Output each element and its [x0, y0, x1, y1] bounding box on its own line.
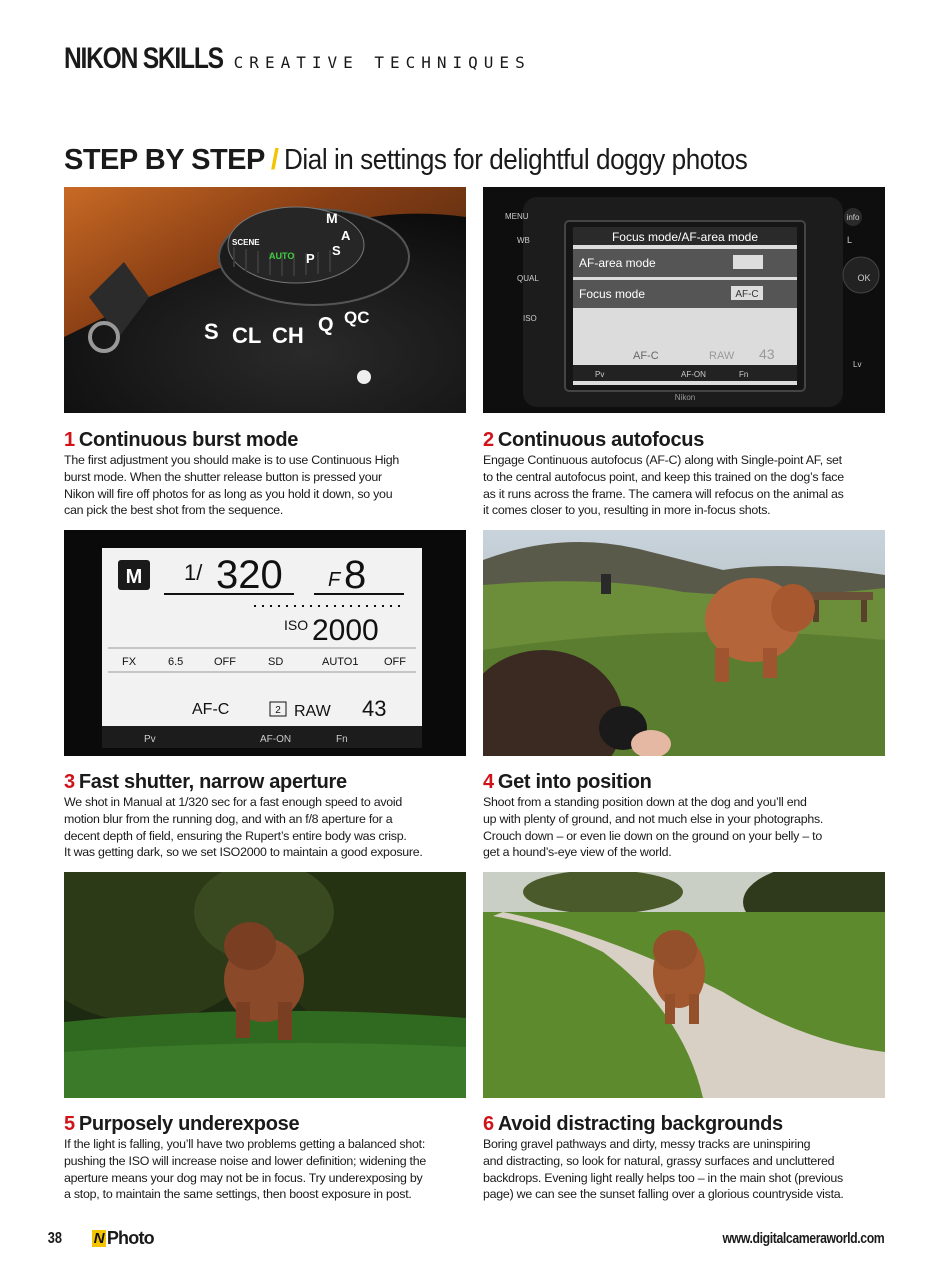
nphoto-logo-mark: N [93, 1230, 104, 1247]
step-2 [483, 428, 893, 519]
ghost-raw-label: RAW [709, 350, 735, 362]
step-5-heading [64, 1112, 474, 1136]
step-6-line: Boring gravel pathways and dirty, messy tracks are uninspiring [483, 1137, 811, 1151]
ghost-shot-count: 43 [759, 346, 775, 362]
photo-focus-menu [483, 187, 885, 413]
lcd-drive-off: OFF [214, 656, 236, 668]
step-6 [483, 1112, 893, 1203]
lcd-iso-label: ISO [284, 617, 309, 633]
lcd-afon-label: AF-ON [681, 370, 706, 379]
lcd-picture-sd: SD [268, 656, 284, 668]
page-number: 38 [47, 1229, 63, 1247]
step-2-line: Engage Continuous autofocus (AF-C) along with Single-point AF, set [483, 453, 842, 467]
step-4-line: get a hound’s-eye view of the world. [483, 845, 672, 860]
step-6-body [483, 1136, 893, 1203]
step-2-title: Continuous autofocus [497, 429, 705, 451]
step-4-title: Get into position [497, 771, 652, 793]
step-1-title: Continuous burst mode [78, 429, 299, 451]
step-1-line: burst mode. When the shutter release button is pressed your [64, 469, 382, 484]
lcd-aperture-f: F [328, 569, 341, 591]
lcd-wb-auto: AUTO1 [322, 656, 359, 668]
step-4 [483, 770, 893, 861]
button-info: info [846, 213, 860, 222]
dial-mode-auto: AUTO [269, 251, 295, 261]
button-menu: MENU [505, 212, 529, 221]
step-6-number: 6 [483, 1113, 494, 1135]
step-5-number: 5 [64, 1113, 75, 1135]
nphoto-logo [92, 1228, 154, 1249]
page-headline [64, 142, 799, 178]
lcd-burst-rate: 6.5 [168, 656, 184, 668]
lcd-shutter-prefix: 1/ [184, 560, 203, 585]
lcd-raw: RAW [294, 703, 331, 720]
page-header [64, 38, 531, 74]
button-lv: Lv [853, 360, 862, 369]
step-3-line: We shot in Manual at 1/320 sec for a fast enough speed to avoid [64, 795, 403, 809]
lcd3-afon-label: AF-ON [260, 734, 292, 745]
step-3-line: It was getting dark, so we set ISO2000 to maintain a good exposure. [64, 845, 423, 860]
step-5-title: Purposely underexpose [78, 1113, 300, 1135]
brand-title: NIKON SKILLS [64, 42, 223, 75]
menu-row-af-area: AF-area mode [579, 256, 656, 270]
lcd-card-slot: 2 [275, 705, 281, 716]
step-1-body [64, 452, 474, 519]
step-2-body [483, 452, 893, 519]
step-6-line: backdrops. Evening light really helps too – in the main shot (previous [483, 1170, 843, 1185]
lcd-hdr-off: OFF [384, 656, 406, 668]
step-4-number: 4 [483, 771, 494, 793]
release-mode-cl: CL [232, 323, 262, 348]
step-3-line: motion blur from the running dog, and with an f/8 aperture for a [64, 811, 393, 826]
button-qual: QUAL [517, 274, 539, 283]
step-6-line: and distracting, so look for natural, grassy surfaces and uncluttered [483, 1153, 835, 1168]
step-1-line: Nikon will fire off photos for as long as you hold it down, so you [64, 486, 393, 501]
step-4-heading [483, 770, 893, 794]
step-4-body [483, 794, 893, 861]
lcd-fx: FX [122, 656, 137, 668]
step-6-line: page) we can see the sunset falling over a glorious countryside vista. [483, 1187, 844, 1202]
step-5-line: If the light is falling, you’ll have two problems getting a balanced shot: [64, 1137, 426, 1151]
headline-subtitle: Dial in settings for delightful doggy photos [284, 144, 748, 176]
menu-row-focus-mode: Focus mode [579, 287, 646, 301]
release-mode-ch: CH [272, 323, 304, 348]
nphoto-logo-text: Photo [106, 1228, 154, 1248]
headline-label: STEP BY STEP [64, 144, 265, 176]
button-ok: OK [857, 273, 871, 283]
dial-mode-m: M [326, 210, 338, 226]
step-1-heading [64, 428, 474, 452]
step-2-number: 2 [483, 429, 494, 451]
step-1 [64, 428, 474, 519]
step-5 [64, 1112, 474, 1203]
step-1-line: can pick the best shot from the sequence. [64, 503, 284, 518]
nikon-logo: Nikon [674, 393, 696, 402]
step-5-line: a stop, to maintain the same settings, then boost exposure in post. [64, 1187, 412, 1202]
website-url: www.digitalcameraworld.com [722, 1230, 884, 1247]
step-2-line: as it runs across the frame. The camera will refocus on the animal as [483, 486, 844, 501]
release-mode-qc: QC [344, 308, 370, 327]
step-1-line: The first adjustment you should make is to use Continuous High [64, 453, 400, 467]
step-4-line: Shoot from a standing position down at the dog and you’ll end [483, 795, 807, 809]
lcd3-fn-label: Fn [336, 734, 348, 745]
step-5-body [64, 1136, 474, 1203]
menu-title: Focus mode/AF-area mode [611, 230, 759, 244]
lcd-mode-m: M [125, 566, 143, 588]
step-3-line: decent depth of field, ensuring the Rupert’s entire body was crisp. [64, 828, 407, 843]
step-6-title: Avoid distracting backgrounds [497, 1113, 783, 1135]
button-iso: ISO [523, 314, 537, 323]
page-footer-left [46, 1228, 154, 1249]
button-wb: WB [517, 236, 530, 245]
lcd-iso-value: 2000 [312, 614, 379, 647]
ghost-af-label: AF-C [633, 350, 659, 362]
step-3-body [64, 794, 474, 861]
step-5-line: aperture means your dog may not be in focus. Try underexposing by [64, 1170, 423, 1185]
release-mode-s: S [204, 319, 219, 344]
step-4-line: up with plenty of ground, and not much else in your photographs. [483, 811, 824, 826]
lcd-fn-label: Fn [739, 370, 749, 379]
release-mode-q: Q [318, 314, 334, 336]
step-1-number: 1 [64, 429, 75, 451]
photo-underexposed-dog [64, 872, 466, 1098]
step-2-line: to the central autofocus point, and keep this trained on the dog’s face [483, 469, 844, 484]
lcd-shots-remaining: 43 [362, 696, 387, 721]
lcd-pv-label: Pv [595, 370, 605, 379]
step-3-heading [64, 770, 474, 794]
step-3 [64, 770, 474, 861]
step-3-number: 3 [64, 771, 75, 793]
step-2-line: it comes closer to you, resulting in more in-focus shots. [483, 503, 771, 518]
photo-path-dog [483, 872, 885, 1098]
step-5-line: pushing the ISO will increase noise and lower definition; widening the [64, 1153, 427, 1168]
lcd-af-mode: AF-C [192, 701, 230, 718]
dial-mode-s: S [332, 243, 341, 258]
switch-l: L [847, 235, 853, 245]
dial-mode-p: P [306, 251, 315, 266]
section-title: CREATIVE TECHNIQUES [233, 53, 531, 72]
step-3-title: Fast shutter, narrow aperture [78, 771, 347, 793]
headline-slash: / [270, 144, 279, 176]
dial-mode-a: A [341, 228, 351, 243]
photo-mode-dial [64, 187, 466, 413]
step-4-line: Crouch down – or even lie down on the ground on your belly – to [483, 828, 822, 843]
lcd3-pv-label: Pv [144, 734, 156, 745]
lcd-shutter-speed: 320 [216, 553, 283, 597]
menu-af-value: AF-C [735, 289, 759, 300]
dial-mode-scene: SCENE [232, 238, 260, 247]
photo-photographer-dog [483, 530, 885, 756]
photo-exposure-screen [64, 530, 466, 756]
step-6-heading [483, 1112, 893, 1136]
step-2-heading [483, 428, 893, 452]
lcd-aperture: 8 [344, 553, 367, 597]
